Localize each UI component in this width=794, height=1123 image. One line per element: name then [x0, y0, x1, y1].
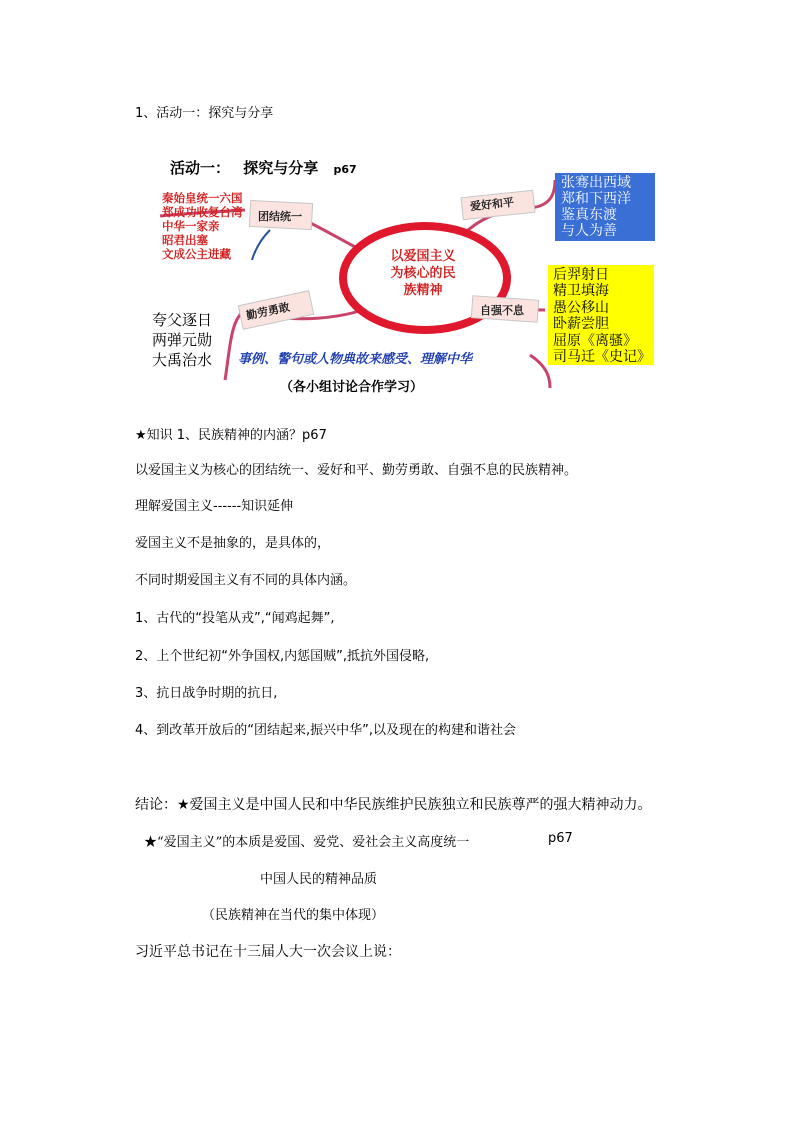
strive-examples: 后羿射日 精卫填海 愚公移山 卧薪尝胆 屈原《离骚》 司马迁《史记》 — [548, 265, 654, 365]
essence: ★“爱国主义”的本质是爱国、爱党、爱社会主义高度统一 — [144, 835, 470, 850]
last-line: 习近平总书记在十三届人大一次会议上说： — [135, 944, 401, 960]
paragraph: 爱国主义不是抽象的，是具体的， — [135, 536, 331, 551]
brave-examples: 夸父逐日 两弹元勋 大禹治水 — [152, 311, 213, 369]
knowledge-answer: 以爱国主义为核心的团结统一、爱好和平、勤劳勇敢、自强不息的民族精神。 — [135, 463, 578, 478]
knowledge-title: ★知识 1、民族精神的内涵？p67 — [135, 428, 327, 443]
list-item: 1、古代的“投笔从戎”,“闻鸡起舞”, — [135, 611, 335, 626]
list-item: 3、抗日战争时期的抗日, — [135, 686, 278, 701]
mindmap-title2: 探究与分享 — [243, 159, 319, 177]
list-item: 昭君出塞 — [162, 233, 208, 247]
center-text: 以爱国主义 为核心的民 族精神 — [390, 249, 456, 298]
list-item: 文成公主进藏 — [162, 247, 231, 261]
blue-banner: 事例、警句或人物典故来感受、理解中华 — [238, 352, 473, 367]
list-item: 4、到改革开放后的“团结起来,振兴中华”,以及现在的构建和谐社会 — [135, 723, 517, 738]
list-item: 郑成功收复台湾 — [162, 205, 243, 219]
peace-examples: 张骞出西域 郑和下西洋 鉴真东渡 与人为善 — [555, 173, 655, 241]
quality-note: （民族精神在当代的集中体现） — [202, 908, 385, 923]
list-item: 中华一家亲 — [162, 219, 220, 233]
quality: 中国人民的精神品质 — [260, 872, 378, 887]
mindmap-page-ref: p67 — [333, 163, 357, 176]
unity-examples — [162, 191, 243, 261]
mindmap-title: 活动一： — [170, 159, 231, 177]
mind-map-image — [150, 150, 660, 400]
branch-brave: 勤劳勇敢 — [245, 300, 291, 323]
heading: 1、活动一：探究与分享 — [135, 106, 274, 121]
essence-page-ref: p67 — [548, 831, 573, 846]
branch-peace: 爱好和平 — [469, 195, 515, 214]
branch-unity: 团结统一 — [258, 210, 302, 223]
list-item: 2、上个世纪初“外争国权,内惩国贼”,抵抗外国侵略, — [135, 649, 430, 664]
conclusion: 结论：★爱国主义是中国人民和中华民族维护民族独立和民族尊严的强大精神动力。 — [135, 797, 652, 813]
group-note: （各小组讨论合作学习） — [280, 380, 424, 395]
paragraph: 不同时期爱国主义有不同的具体内涵。 — [135, 573, 357, 588]
extension-title: 理解爱国主义------知识延伸 — [135, 499, 294, 514]
branch-strive: 自强不息 — [480, 304, 524, 317]
list-item: 秦始皇统一六国 — [162, 191, 243, 205]
